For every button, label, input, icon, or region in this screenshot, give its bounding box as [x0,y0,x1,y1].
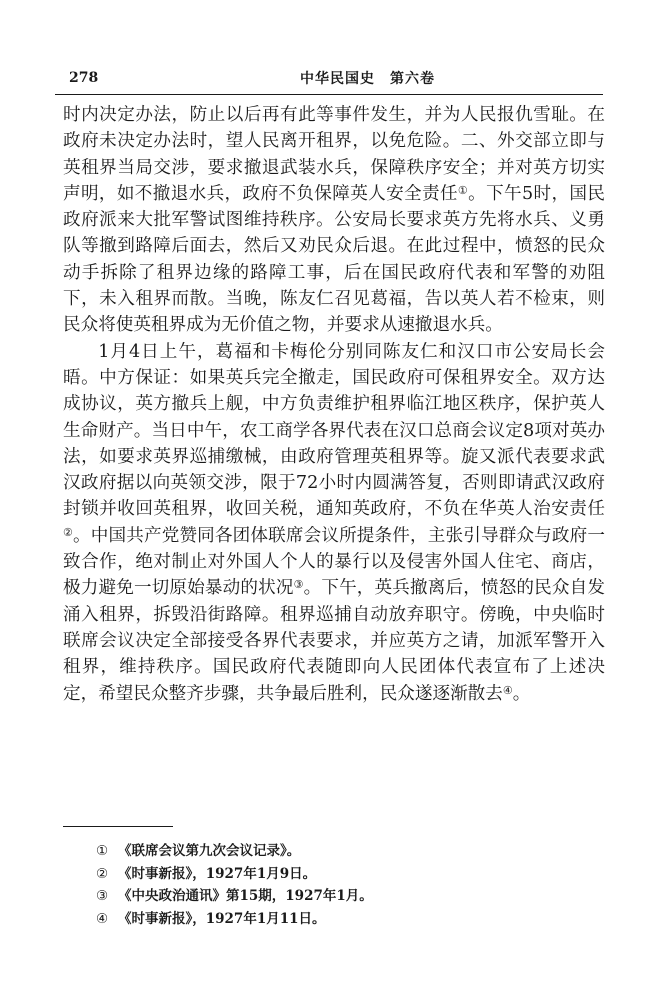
footnote-1 [96,840,596,863]
paragraph-2-segment-1: 1月4日上午，葛福和卡梅伦分别同陈友仁和汉口市公安局长会晤。中方保证：如果英兵完全撤走，国民政府可保租界安全。双方达成协议，英方撤兵上舰，中方负责维护租界临江地区秩序，保护英人生命财产。当日中午，农工商学各界代表在汉口总商会议定8项对英办法，如要求英界巡捕缴械，由政府管理英租界等。旋又派代表要求武汉政府据以向英领交涉，限于72小时内圆满答复，否则即请武汉政府封锁并收回英租界，收回关税，通知英政府，不负在华英人治安责任 [63,341,605,520]
paragraph-2-segment-3: 。下午，英兵撤离后，愤怒的民众自发涌入租界，拆毁沿街路障。租界巡捕自动放弃职守。傍晚，中央临时联席会议决定全部接受各界代表要求，并应英方之请，加派军警开入租界，维持秩序。国民政府代表随即向人民团体代表宣布了上述决定，希望民众整齐步骤，共争最后胜利，民众遂逐渐散去 [63,578,605,704]
footnote-ref-2: ② [63,525,74,539]
paragraph-1 [63,102,605,339]
footnote-ref-1: ① [457,183,469,197]
running-title: 中华民国史 第六卷 [300,71,435,87]
footnote-rule [63,826,173,827]
footnote-mark: ① [96,843,109,859]
footnote-4 [96,908,596,931]
footnote-2 [96,863,596,886]
page-number: 278 [69,70,99,86]
footnotes [96,840,596,930]
footnote-mark: ③ [96,888,109,904]
footnote-text: 《联席会议第九次会议记录》。 [118,843,301,859]
footnote-mark: ② [96,865,109,882]
footnote-mark: ④ [96,910,109,927]
paragraph-1-segment-1: 时内决定办法，防止以后再有此等事件发生，并为人民报仇雪耻。在政府未决定办法时，望人民离开租界，以免危险。二、外交部立即与英租界当局交涉，要求撤退武装水兵，保障秩序安全；并对英方切实声明，如不撤退水兵，政府不负保障英人安全责任 [63,105,605,204]
body-text [63,102,605,707]
footnote-text: 《时事新报》，1927年1月9日。 [118,865,317,882]
paragraph-2-segment-4: 。 [512,683,531,704]
footnote-text: 《时事新报》，1927年1月11日。 [118,910,326,927]
paragraph-1-segment-2: 。下午5时，国民政府派来大批军警试图维持秩序。公安局长要求英方先将水兵、义勇队等撤到路障后面去，然后又劝民众后退。在此过程中，愤怒的民众动手拆除了租界边缘的路障工事，后在国民政府代表和军警的劝阻下，未入租界而散。当晚，陈友仁召见葛福，告以英人若不检束，则民众将使英租界成为无价值之物，并要求从速撤退水兵。 [63,183,605,336]
footnote-ref-4: ④ [502,683,513,697]
footnote-3 [96,885,596,908]
paragraph-2-segment-2: 。中国共产党赞同各团体联席会议所提条件，主张引导群众与政府一致合作，绝对制止对外国人个人的暴行以及侵害外国人住宅、商店，极力避免一切原始暴动的状况 [63,525,605,599]
paragraph-2 [63,339,605,707]
page-header [55,66,603,92]
footnote-text: 《中央政治通讯》第15期，1927年1月。 [118,888,373,904]
footnote-ref-3: ③ [293,578,304,592]
header-rule [55,94,603,95]
